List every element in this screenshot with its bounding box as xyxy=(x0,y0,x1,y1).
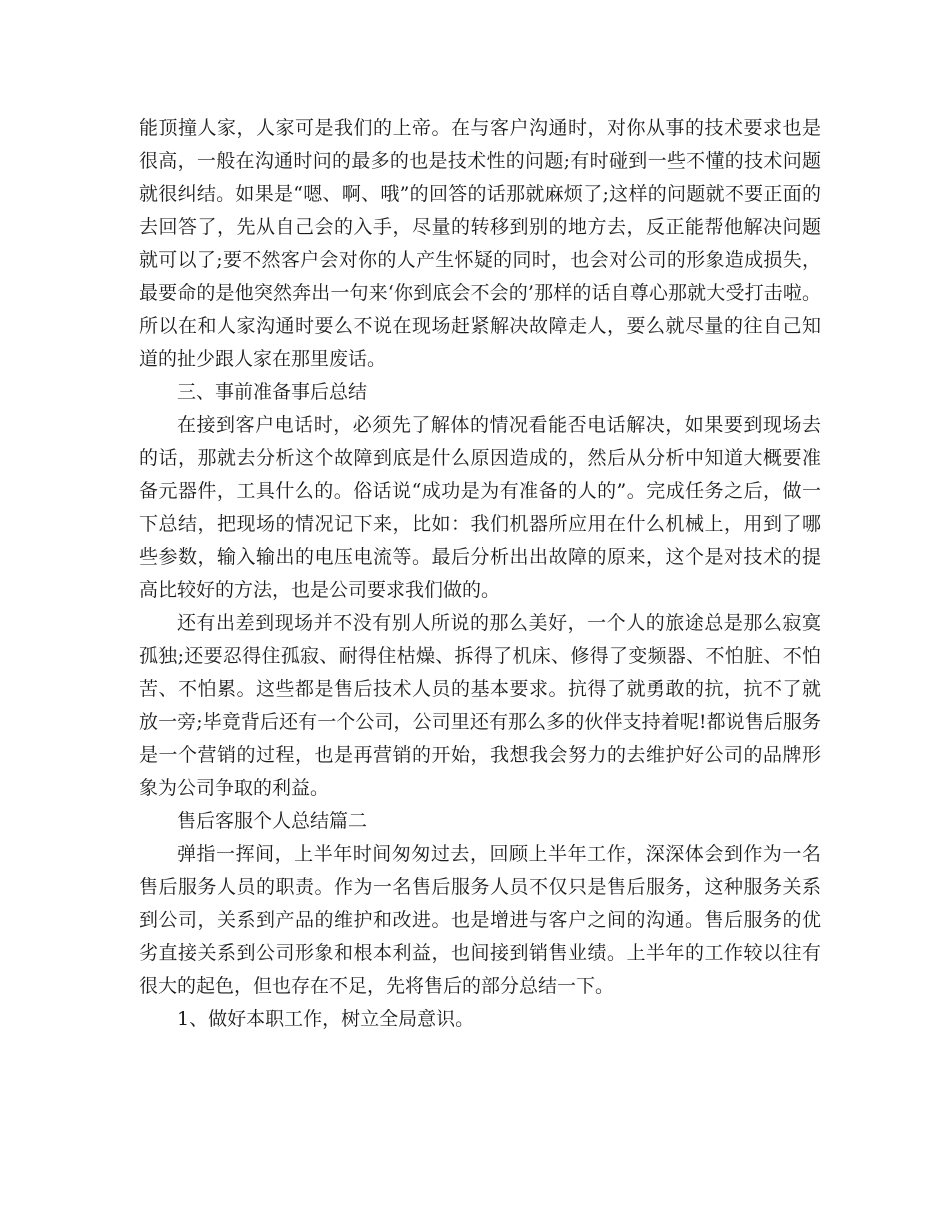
paragraph-continued: 能顶撞人家，人家可是我们的上帝。在与客户沟通时，对你从事的技术要求也是很高，一般在沟通时问的最多的也是技术性的问题;有时碰到一些不懂的技术问题就很纠结。如果是“嗯、啊、哦”的回答的话那就麻烦了;这样的问题就不要正面的去回答了，先从自己会的入手，尽量的转移到别的地方去，反正能帮他解决问题就可以了;要不然客户会对你的人产生怀疑的同时，也会对公司的形象造成损失，最要命的是他突然奔出一句来‘你到底会不会的’那样的话自尊心那就大受打击啦。所以在和人家沟通时要么不说在现场赶紧解决故障走人，要么就尽量的往自己知道的扯少跟人家在那里废话。 xyxy=(139,117,821,370)
article-title-2: 售后客服个人总结篇二 xyxy=(177,810,368,832)
paragraph-travel: 还有出差到现场并不没有别人所说的那么美好，一个人的旅途总是那么寂寞孤独;还要忍得住孤寂、耐得住枯燥、拆得了机床、修得了变频器、不怕脏、不怕苦、不怕累。这些都是售后技术人员的基本要求。抗得了就勇敢的抗，抗不了就放一旁;毕竟背后还有一个公司，公司里还有那么多的伙伴支持着呢!都说售后服务是一个营销的过程，也是再营销的开始，我想我会努力的去维护好公司的品牌形象为公司争取的利益。 xyxy=(139,612,821,799)
paragraph-preparation: 在接到客户电话时，必须先了解体的情况看能否电话解决，如果要到现场去的话，那就去分析这个故障到底是什么原因造成的，然后从分析中知道大概要准备元器件，工具什么的。俗话说“成功是为有准备的人的”。完成任务之后，做一下总结，把现场的情况记下来，比如：我们机器所应用在什么机械上，用到了哪些参数，输入输出的电压电流等。最后分析出出故障的原来，这个是对技术的提高比较好的方法，也是公司要求我们做的。 xyxy=(139,414,821,601)
list-item-1: 1、做好本职工作，树立全局意识。 xyxy=(177,1008,475,1030)
section-heading-3: 三、事前准备事后总结 xyxy=(177,381,368,403)
paragraph-intro: 弹指一挥间，上半年时间匆匆过去，回顾上半年工作，深深体会到作为一名售后服务人员的职责。作为一名售后服务人员不仅只是售后服务，这种服务关系到公司，关系到产品的维护和改进。也是增进与客户之间的沟通。售后服务的优劣直接关系到公司形象和根本利益，也间接到销售业绩。上半年的工作较以往有很大的起色，但也存在不足，先将售后的部分总结一下。 xyxy=(139,843,821,997)
document-body xyxy=(139,112,821,1036)
